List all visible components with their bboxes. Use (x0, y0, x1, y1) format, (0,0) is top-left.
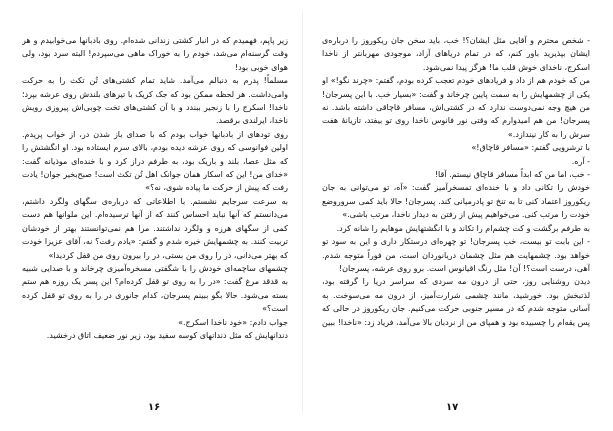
paragraph: دیدن روشنایی روز، حتی از درون مه سردی که سراسر دریا را گرفته بود، لذتبخش بود. خورشید، مانند چشمی شرارت‌آمیز، از درون مه می‌سوخت. به آسانی متوجه شدم که در مسیر جنوبی حرکت می‌کنیم. جان ریکوروز در حالی که پس یقه‌ام را چسبیده بود و همپای من از نردبان بالا می‌آمد، فریاد زد: «ناخدا! ببین (322, 277, 590, 327)
paragraph: به طرفم برگشت و کت چشم‌ام را تکاند و با انگشتهایش موهایم را شانه کرد. (336, 223, 590, 233)
paragraph: دندانهایش که مثل دندانهای کوسه سفید بود، زیر نور ضعیف اتاق درخشید. (46, 330, 288, 340)
paragraph: - این بابت تو بیست، خب پسرجان! تو چهره‌ای درستکار داری و این به سود تو خواهد بود. چشمهایت هم مثل چشمان دریانوردان است، من فوراً متوجه شدم. آهی، درست است؟! آن! مثل رنگ اقیانوس است. برو روی عرشه، پسرجان! (322, 237, 590, 273)
paragraph: زیر پاپم، فهمیدم که در انبار کشتی زندانی شده‌ام. روی بادبانها می‌خوابیدم و هر وقت گرسنه‌ام می‌شد، خودم را به خوراک ماهی می‌سپردم! البته سرد بود، ولی هوای خوبی بود! (22, 36, 288, 72)
paragraph: با ترشرویی گفتم: «مسافر قاچاق!» (471, 143, 590, 153)
paragraph: به سرعت سرجایم نشستم. با اطلاعاتی که درباره‌ی سگهای ولگرد داشتم، می‌دانستم که آنها نباید احساس کنند که از آنها ترسیده‌ام. این ملوانها هم دست کمی از سگهای هرزه و ولگرد نداشتند. مرا هم نمی‌توانستند بهتر از خودشان تربیت کنند. به چشمهایش خیره شدم و گفتم: «یادم رفت؟ نه، آقای عزیزا خودت که بهتر می‌دانی، در را روی من بستی، در را بیرون روی من قفل کردیدا» (22, 196, 288, 260)
paragraph: - خب، اما من که ابداً مسافر قاچاق نیستم. آقا! (434, 170, 590, 180)
paragraph: - آره. (571, 156, 590, 166)
paragraph: جواب دادم: «خود ناخدا اسکرج.» (178, 317, 288, 327)
page-left-text (22, 34, 288, 400)
page-number-left: ۱۶ (148, 402, 161, 413)
page-gutter (302, 12, 303, 412)
page-number-right: ۱۷ (446, 402, 459, 413)
paragraph: چشمهای ساچمه‌ای خودش را با شگفتی مسخره‌آمیزی چرخاند و با صدایی شبیه به قدقد مرغ گفت: «در را به روی تو قفل کرده‌ام؟ این پسر یک روزه هم ستم بسته می‌شود. حالا بگو ببینم پسرجان، کدام جانوری در را به روی تو قفل کرده است؟» (22, 263, 288, 314)
paragraph: من که خودم هم از داد و فریادهای خودم تعجب کرده بودم، گفتم: «چرند نگو!» او یکی از چشمهایش را به سمت پایین چرخاند و گفت: «بسیار خب. با این پسرجان! من هیچ وجه نمی‌دوست ندارد که در کشتی‌اش، مسافر قاچاقی داشته باشد. نه پسرجان! من هم امیدوارم که وقتی نور فانوس ناخدا روی تو بیفتد، تازیانهٔ هفت سرش را به کار نیندازد.» (322, 76, 590, 139)
paragraph: - شخص محترم و آقایی مثل ایشان؟! خب، باید سخن جان ریکوروز را درباره‌ی ایشان بپذیرید باور کنم، که در تمام دریاهای آزاد، موجودی مهربانتر از ناخدا اسکرج، ناخدای خوش قلب ما! هرگز پیدا نمی‌شود. (322, 36, 590, 72)
paragraph: روی تودهای از بادبانها خواب بودم که با صدای باز شدن در، از خواب پریدم. اولین فوانوسی که روی عرشه دیده بودم، بالای سرم ایستاده بود. او انگشتش را که مثل عصا، بلند و باریک بود، به طرفم دراز کرد و با خنده‌ای موذیانه گفت: «خدای من! این که اسکار همان جوانک اهل تُن تکث است! صبح‌بخیر جوان! یادت رفت که پیش از حرکت ما پیاده شوی، نه؟» (22, 129, 288, 193)
paragraph: مسلماً! پدرم به دنبالم می‌آمد. شاید تمام کشتی‌های تُن تکث را به حرکت وامی‌داشت. هر لحظه ممکن بود که جک کریک با تیرهای بلندش روی عرشه بپرد؛ ناخدا! اسکرج را با زنجیر ببندد و با آن کشتی‌های تخت چوبی‌اش پیروزی رویش ناخدا، ایرلندی برقصد. (22, 76, 288, 126)
page-right-text (322, 34, 590, 400)
paragraph: خودش را تکانی داد و با خنده‌ای تمسخر‌آمیز گفت: «آه، تو می‌توانی به جان ریکوروز اعتماد کنی تا به تنخ تو پادرمیانی کند. پسرجان! حالا باید کمی سروروضع خودت را مرتب کنی. می‌خواهیم پیش از رفتن به دیدار ناخدا، مرتب باشی.» (322, 183, 590, 220)
